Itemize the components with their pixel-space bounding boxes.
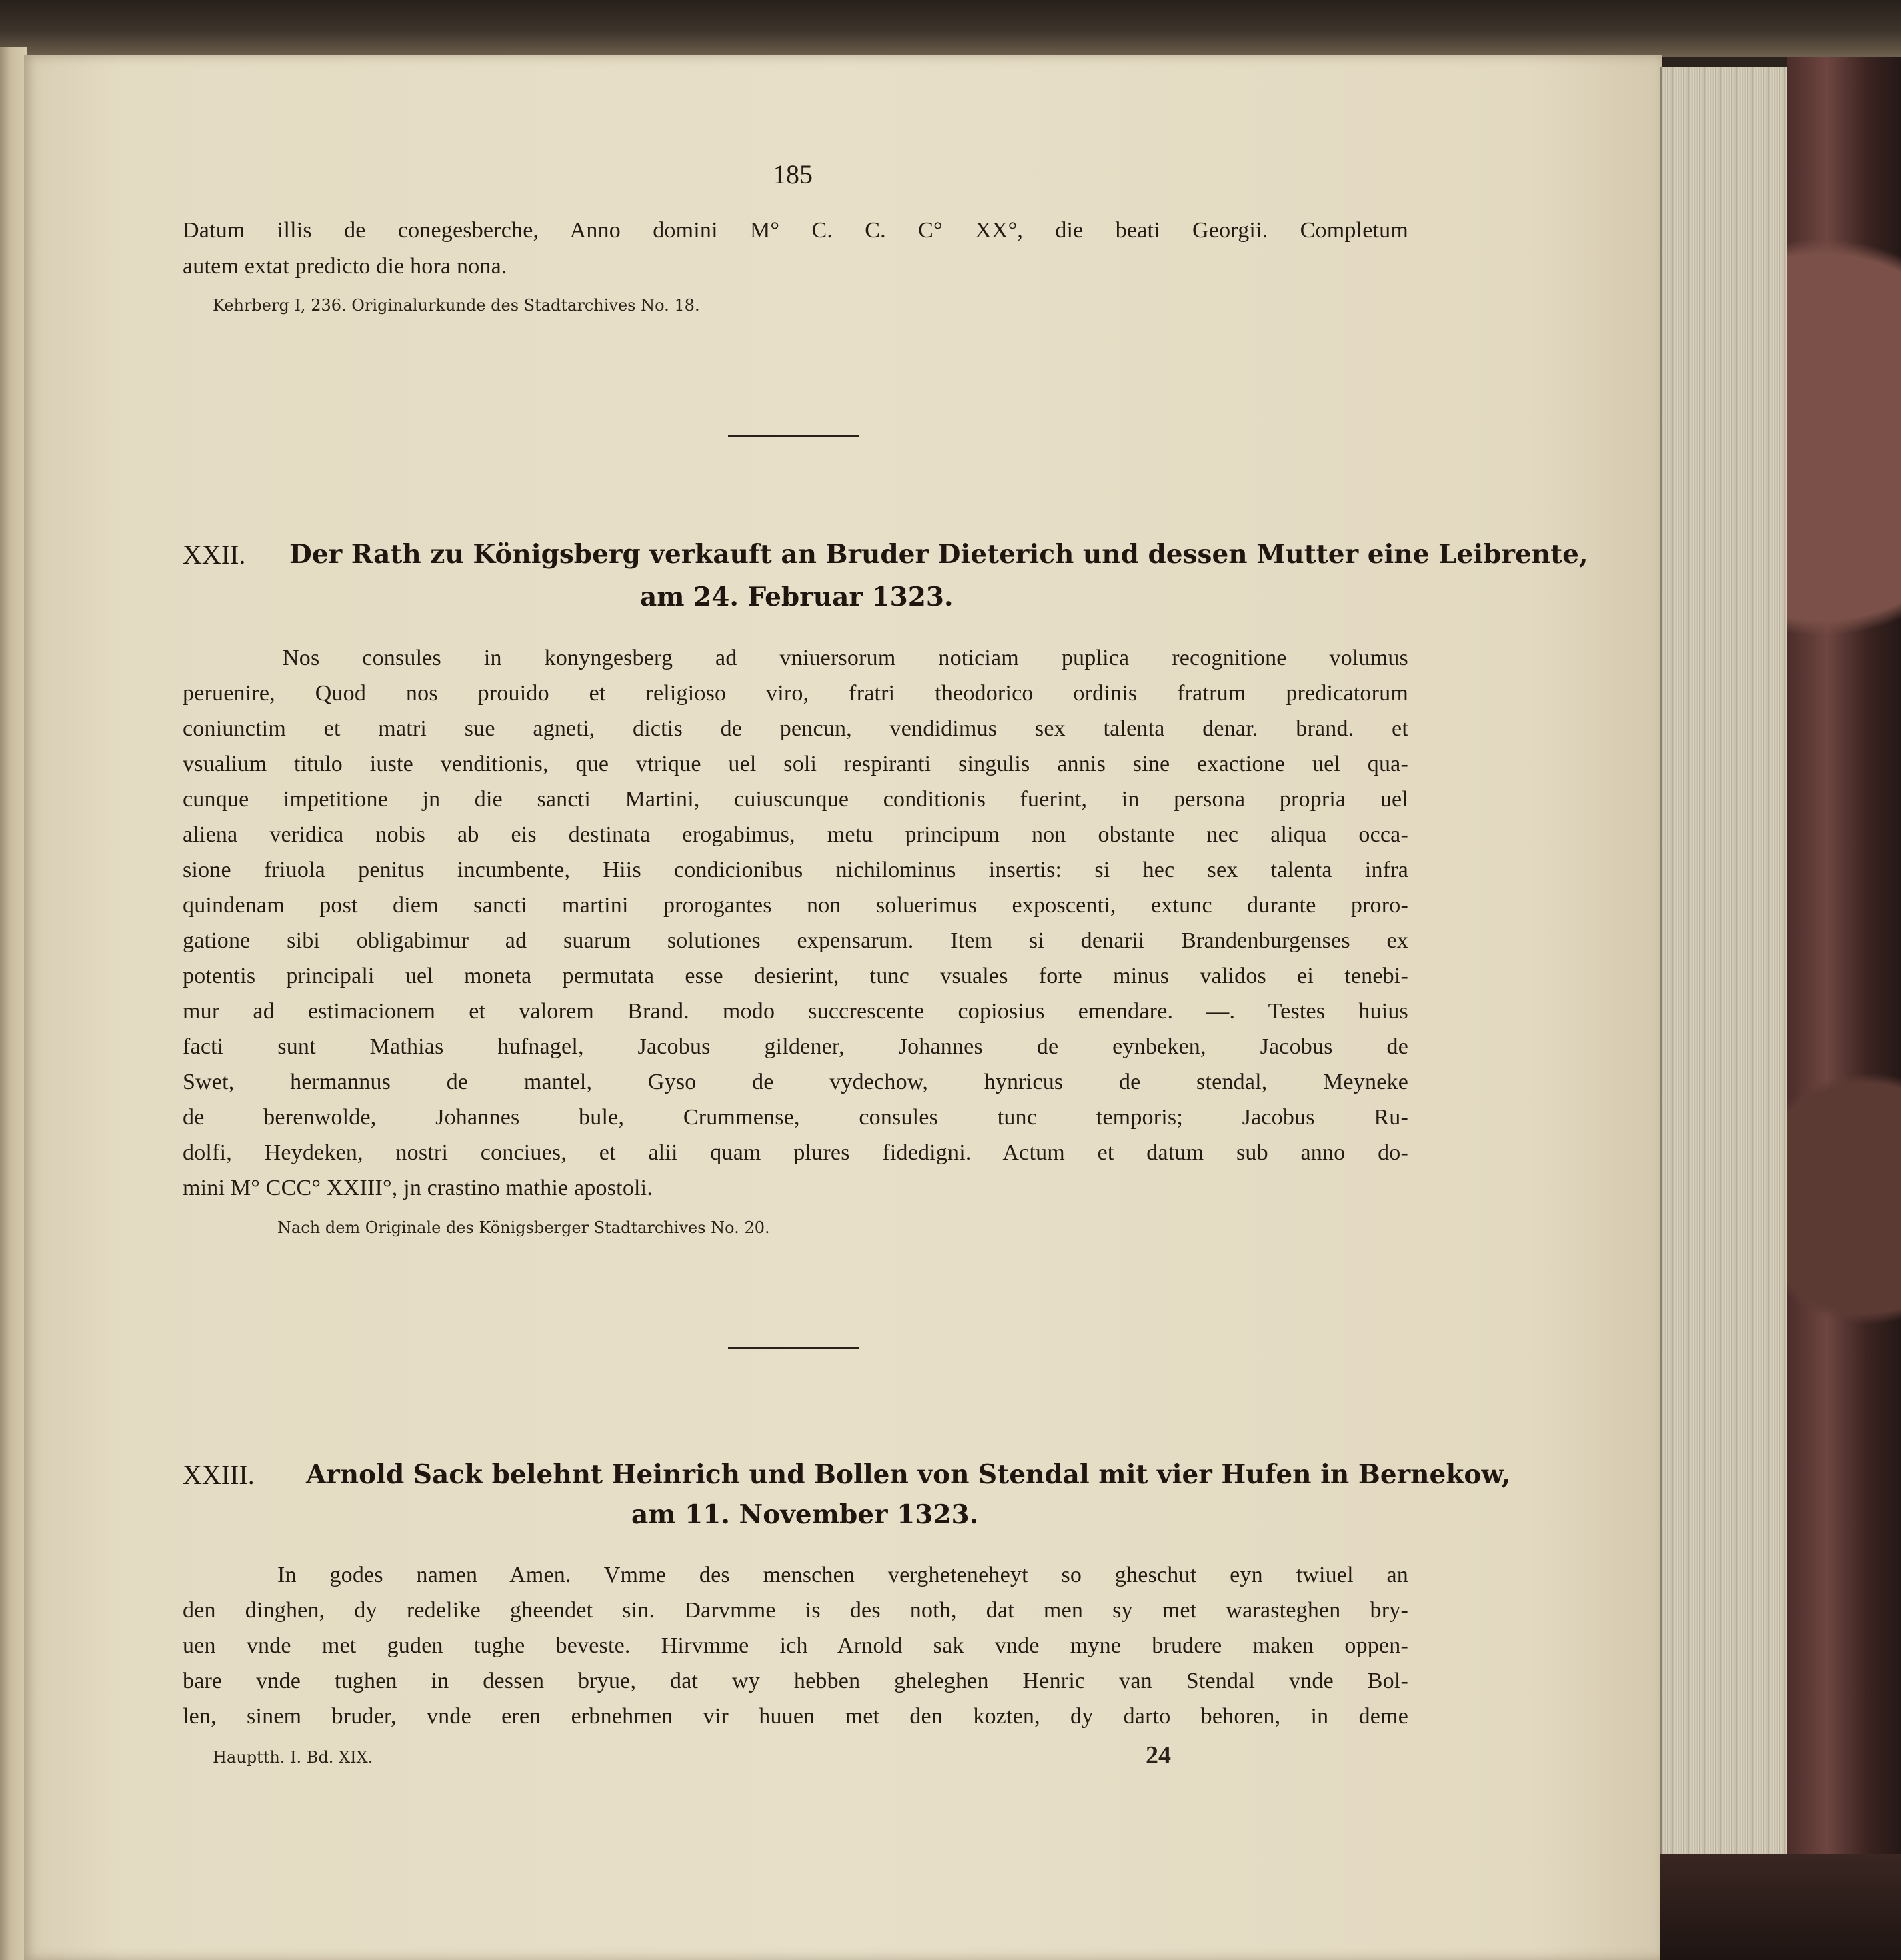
text-line: de berenwolde, Johannes bule, Crummense, consules tunc temporis; Jacobus Ru- [183,1105,1408,1130]
book-cover-top [0,0,1901,57]
text-line: Swet, hermannus de mantel, Gyso de vydechow, hynricus de stendal, Meyneke [183,1070,1408,1094]
text-line: gatione sibi obligabimur ad suarum solutiones expensarum. Item si denarii Brandenburgenses ex [183,928,1408,953]
text-line: len, sinem bruder, vnde eren erbnehmen vir huuen met den kozten, dy darto behoren, in deme [183,1704,1408,1729]
document-22-numeral: XXII. [183,540,246,570]
marbled-cover [1787,57,1901,1960]
text-line: quindenam post diem sancti martini prorogantes non soluerimus exposcenti, extunc durante proro- [183,893,1408,918]
previous-page-edge [0,47,27,1960]
text-line: sione friuola penitus incumbente, Hiis condicionibus nichilominus insertis: si hec sex talenta infra [183,858,1408,882]
document-22-title-line: Der Rath zu Königsberg verkauft an Bruder Dieterich und dessen Mutter eine Leibrente, [289,539,1588,570]
book-cover-bottom [1660,1854,1901,1960]
section-divider [728,435,859,437]
source-note: Nach dem Originale des Königsberger Stadtarchives No. 20. [277,1218,770,1237]
text-line: peruenire, Quod nos prouido et religioso viro, fratri theodorico ordinis fratrum predicatorum [183,681,1408,706]
text-line: Datum illis de conegesberche, Anno domini M° C. C. C° XX°, die beati Georgii. Completum [183,218,1408,243]
text-line: den dinghen, dy redelike gheendet sin. Darvmme is des noth, dat men sy met warasteghen bry- [183,1598,1408,1623]
text-line: uen vnde met guden tughe beveste. Hirvmme ich Arnold sak vnde myne brudere maken oppen- [183,1633,1408,1658]
document-22-heading [183,539,1588,570]
text-line: autem extat predicto die hora nona. [183,254,507,279]
page-number: 185 [773,159,813,189]
text-line: Nos consules in konyngesberg ad vniuersorum noticiam puplica recognitione volumus [283,646,1408,670]
document-23-heading [183,1459,1511,1491]
signature-number: 24 [1146,1741,1171,1769]
section-divider [728,1347,859,1349]
text-line: bare vnde tughen in dessen bryue, dat wy hebben gheleghen Henric van Stendal vnde Bol- [183,1669,1408,1693]
document-23-title-line: Arnold Sack belehnt Heinrich und Bollen von Stendal mit vier Hufen in Bernekow, [306,1459,1511,1490]
page-stack-edge [1660,67,1788,1854]
text-line: aliena veridica nobis ab eis destinata erogabimus, metu principum non obstante nec aliqua occa- [183,822,1408,847]
text-line: potentis principali uel moneta permutata esse desierint, tunc vsuales forte minus validos ei tenebi- [183,964,1408,988]
signature-mark: Hauptth. I. Bd. XIX. [213,1748,373,1767]
text-line: dolfi, Heydeken, nostri conciues, et alii quam plures fidedigni. Actum et datum sub anno do- [183,1140,1408,1165]
text-line: facti sunt Mathias hufnagel, Jacobus gildener, Johannes de eynbeken, Jacobus de [183,1034,1408,1059]
text-line: mini M° CCC° XXIII°, jn crastino mathie apostoli. [183,1176,653,1200]
text-line: In godes namen Amen. Vmme des menschen vergheteneheyt so gheschut eyn twiuel an [277,1563,1408,1587]
text-line: cunque impetitione jn die sancti Martini, cuiuscunque conditionis fuerint, in persona propria uel [183,787,1408,812]
text-line: mur ad estimacionem et valorem Brand. modo succrescente copiosius emendare. —. Testes huius [183,999,1408,1024]
document-22-title-line: am 24. Februar 1323. [640,582,954,612]
text-line: coniunctim et matri sue agneti, dictis de pencun, vendidimus sex talenta denar. brand. et [183,716,1408,741]
source-note: Kehrberg I, 236. Originalurkunde des Stadtarchives No. 18. [213,296,700,315]
text-line: vsualium titulo iuste venditionis, que vtrique uel soli respiranti singulis annis sine exactione uel qua- [183,752,1408,776]
document-23-numeral: XXIII. [183,1460,255,1490]
document-23-title-line: am 11. November 1323. [631,1499,979,1530]
